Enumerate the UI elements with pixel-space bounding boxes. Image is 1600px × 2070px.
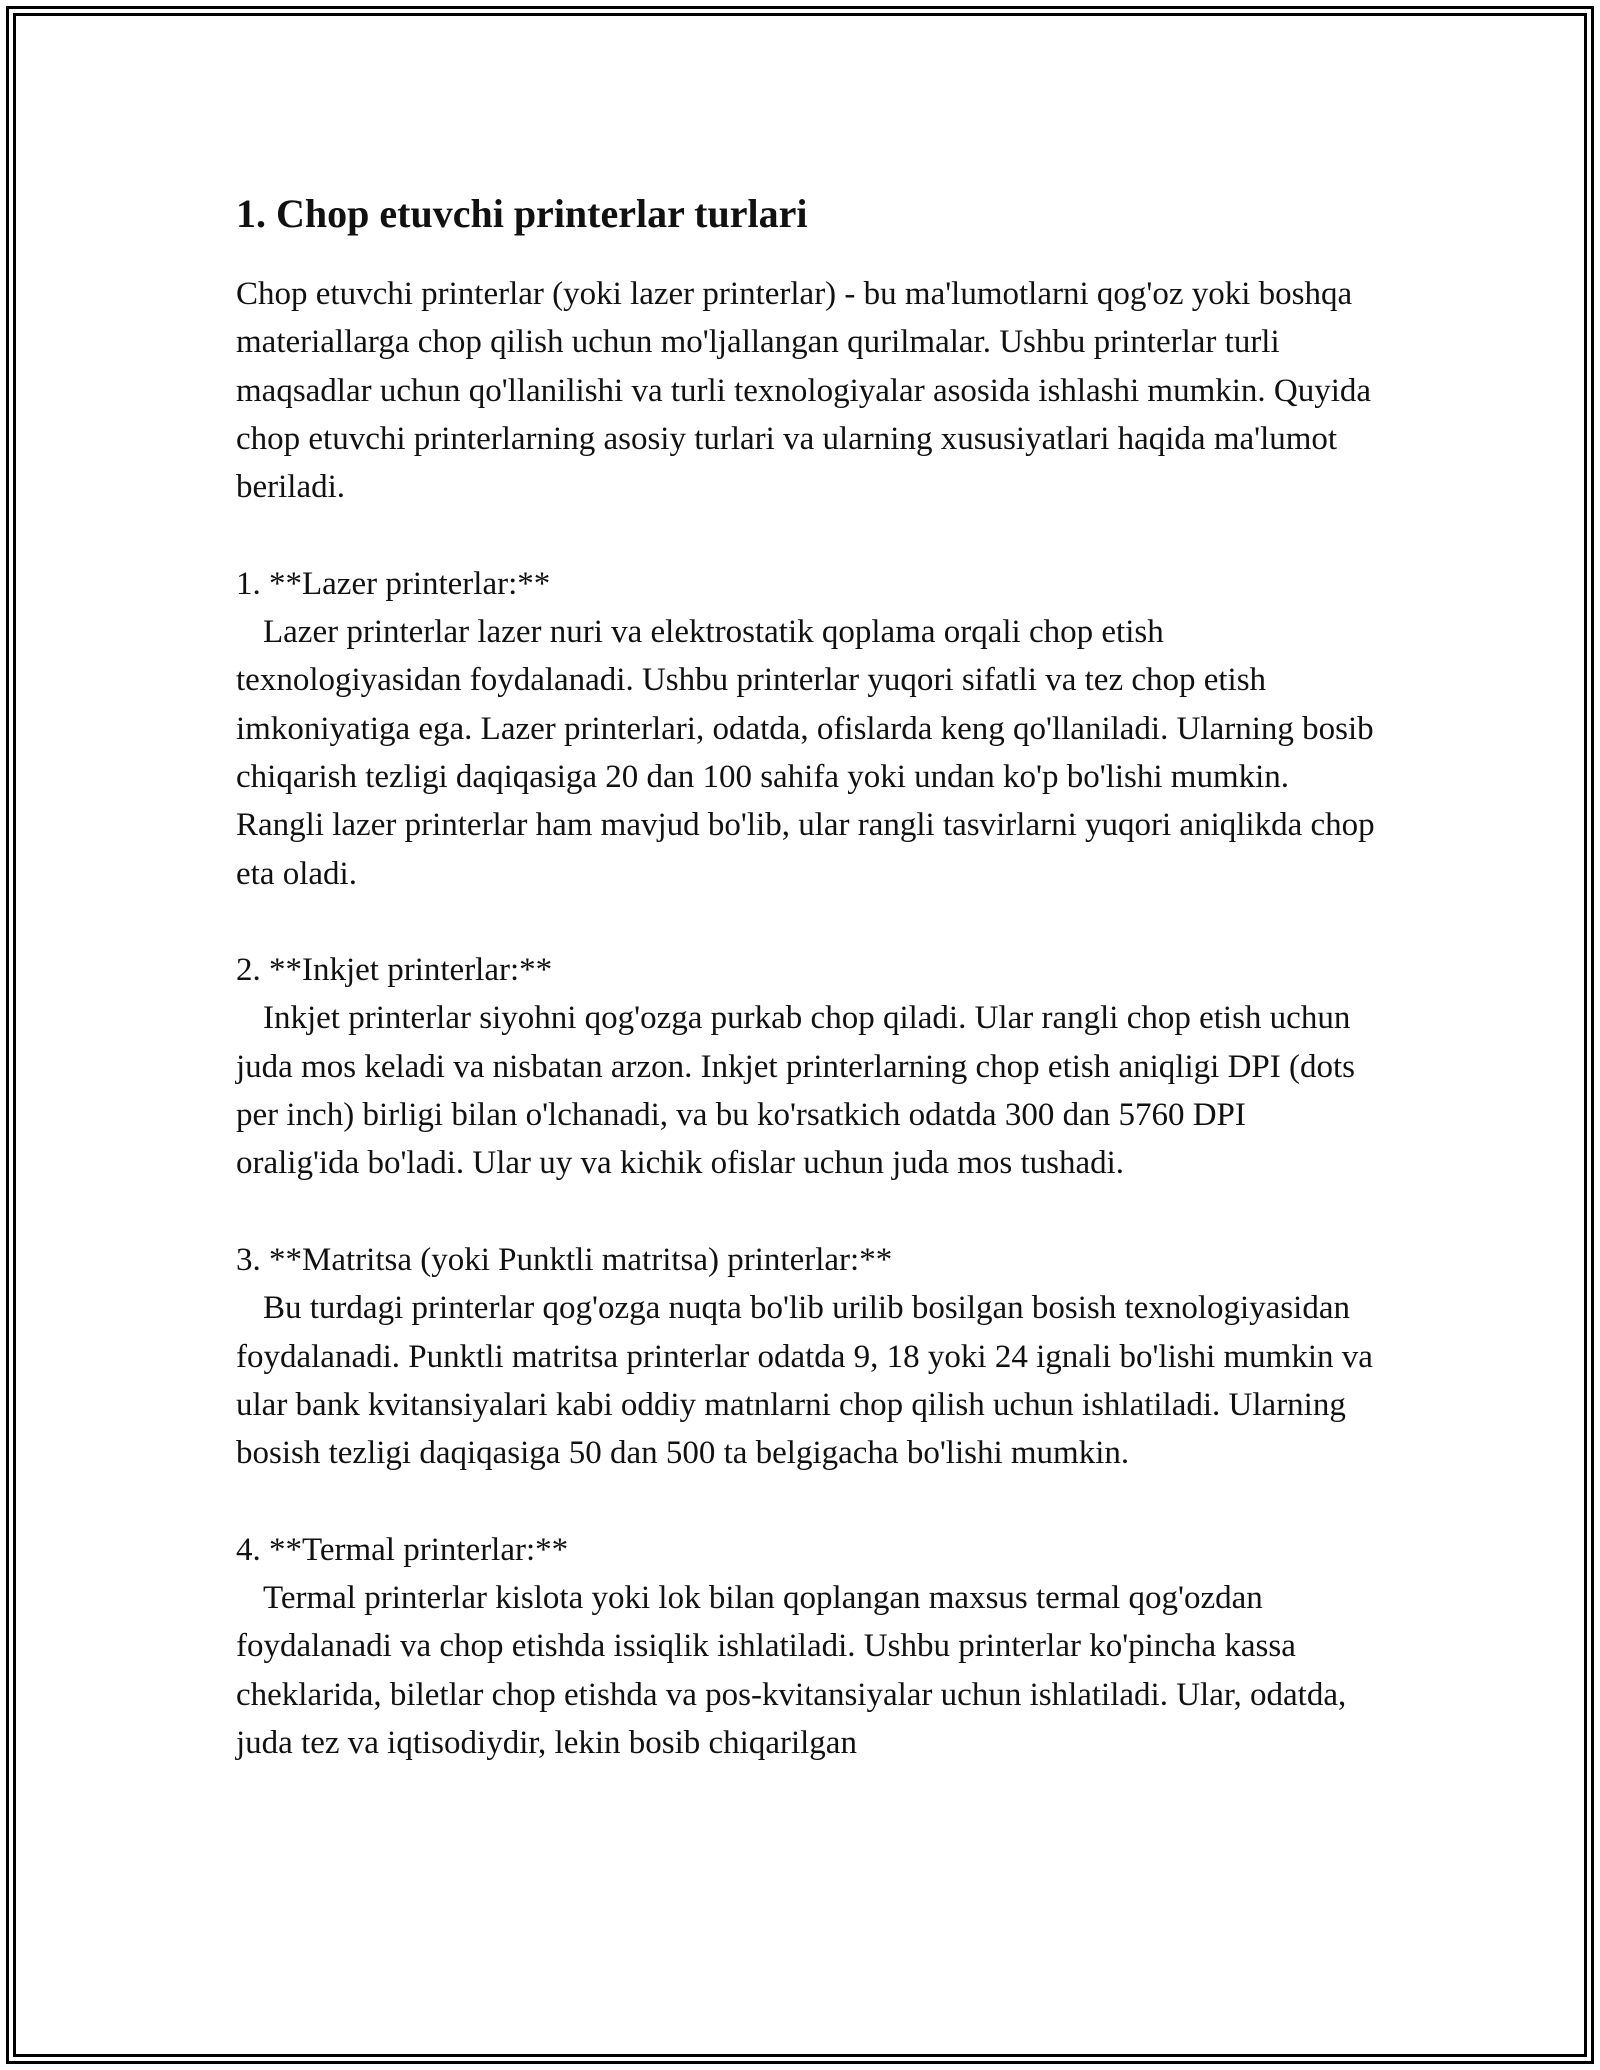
section-lazer-printerlar bbox=[236, 560, 1376, 898]
document-title: 1. Chop etuvchi printerlar turlari bbox=[236, 191, 808, 236]
section-heading: 2. **Inkjet printerlar:** bbox=[236, 952, 553, 989]
section-body: Bu turdagi printerlar qog'ozga nuqta bo'lib urilib bosilgan bosish texnologiyasidan foydalanadi. Punktli matritsa printerlar odatda 9, 18 yoki 24 ignali bo'lishi mumkin va ular bank kvitansiyalari kabi oddiy matnlarni chop qilish uchun ishlatiladi. Ularning bosish tezligi daqiqasiga 50 dan 500 ta belgigacha bo'lishi mumkin. bbox=[236, 1290, 1373, 1472]
section-heading: 3. **Matritsa (yoki Punktli matritsa) printerlar:** bbox=[236, 1241, 893, 1278]
section-body: Lazer printerlar lazer nuri va elektrostatik qoplama orqali chop etish texnologiyasidan foydalanadi. Ushbu printerlar yuqori sifatli va tez chop etish imkoniyatiga ega. Lazer printerlari, odatda, ofislarda keng qo'llaniladi. Ularning bosib chiqarish tezligi daqiqasiga 20 dan 100 sahifa yoki undan ko'p bo'lishi mumkin. Rangli lazer printerlar ham mavjud bo'lib, ular rangli tasvirlarni yuqori aniqlikda chop eta oladi. bbox=[236, 614, 1375, 892]
section-matritsa-printerlar bbox=[236, 1236, 1376, 1477]
intro-paragraph: Chop etuvchi printerlar (yoki lazer printerlar) - bu ma'lumotlarni qog'oz yoki boshqa materiallarga chop qilish uchun mo'ljallangan qurilmalar. Ushbu printerlar turli maqsadlar uchun qo'llanilishi va turli texnologiyalar asosida ishlashi mumkin. Quyida chop etuvchi printerlarning asosiy turlari va ularning xususiyatlari haqida ma'lumot beriladi. bbox=[236, 276, 1372, 506]
section-body: Inkjet printerlar siyohni qog'ozga purkab chop qiladi. Ular rangli chop etish uchun juda mos keladi va nisbatan arzon. Inkjet printerlarning chop etish aniqligi DPI (dots per inch) birligi bilan o'lchanadi, va bu ko'rsatkich odatda 300 dan 5760 DPI oralig'ida bo'ladi. Ular uy va kichik ofislar uchun juda mos tushadi. bbox=[236, 1000, 1355, 1182]
document-body bbox=[236, 186, 1376, 1767]
section-heading: 1. **Lazer printerlar:** bbox=[236, 565, 551, 602]
section-inkjet-printerlar bbox=[236, 946, 1376, 1187]
section-body: Termal printerlar kislota yoki lok bilan qoplangan maxsus termal qog'ozdan foydalanadi va chop etishda issiqlik ishlatiladi. Ushbu printerlar ko'pincha kassa cheklarida, biletlar chop etishda va pos-kvitansiyalar uchun ishlatiladi. Ular, odatda, juda tez va iqtisodiydir, lekin bosib chiqarilgan bbox=[236, 1580, 1347, 1761]
section-heading: 4. **Termal printerlar:** bbox=[236, 1531, 569, 1568]
section-termal-printerlar bbox=[236, 1526, 1376, 1767]
